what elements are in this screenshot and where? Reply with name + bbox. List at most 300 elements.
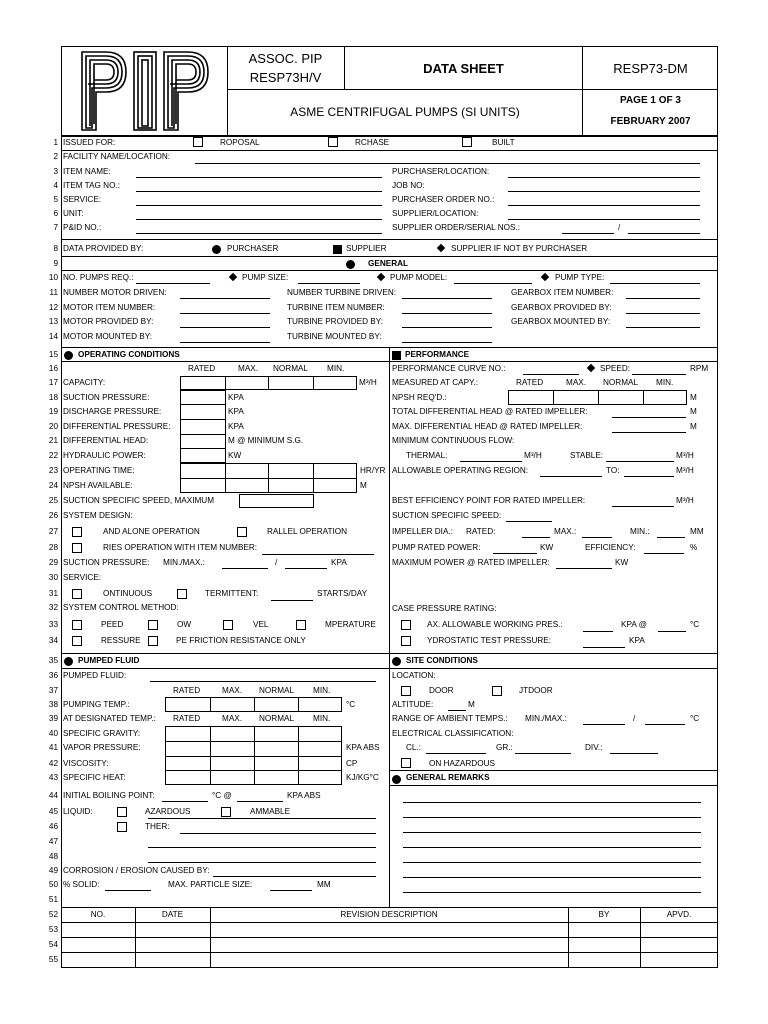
allowable-unit: M³/H	[676, 466, 694, 475]
fluid-note-line-3[interactable]	[148, 862, 376, 863]
remarks-line[interactable]	[403, 832, 701, 833]
boiling-kpa-abs: KPA ABS	[287, 791, 321, 800]
designated-min-header: MIN.	[313, 714, 331, 723]
pressure-control-label: RESSURE	[101, 636, 141, 645]
remarks-line[interactable]	[403, 892, 701, 893]
pump-type-label: PUMP TYPE:	[555, 273, 605, 282]
continuous-checkbox[interactable]	[72, 589, 82, 599]
pid-field[interactable]	[136, 233, 382, 234]
supplier-square-icon	[333, 245, 342, 254]
pump-size-label: PUMP SIZE:	[242, 273, 289, 282]
service-field[interactable]	[136, 205, 382, 206]
row-number: 51	[48, 895, 58, 904]
fluid-note-line-2[interactable]	[148, 847, 376, 848]
pipe-friction-checkbox[interactable]	[148, 636, 158, 646]
rev-description-header: REVISION DESCRIPTION	[340, 910, 438, 919]
corrosion-label: CORROSION / EROSION CAUSED BY:	[63, 866, 210, 875]
impeller-min-field[interactable]	[657, 537, 685, 538]
npsh-req-label: NPSH REQ'D.:	[392, 393, 447, 402]
allowable-to-field[interactable]	[624, 476, 674, 477]
solid-label: % SOLID:	[63, 880, 100, 889]
fluid-max-header: MAX.	[222, 686, 243, 695]
pump-type-field[interactable]	[610, 283, 700, 284]
altitude-field[interactable]	[448, 710, 466, 711]
system-design-label: SYSTEM DESIGN:	[63, 511, 133, 520]
operating-dot-icon	[64, 351, 73, 360]
pressure-control-checkbox[interactable]	[72, 636, 82, 646]
hazardous-checkbox[interactable]	[117, 807, 127, 817]
series-checkbox[interactable]	[72, 543, 82, 553]
motor-mounted-label: MOTOR MOUNTED BY:	[63, 332, 153, 341]
row-number: 30	[48, 573, 58, 582]
motor-driven-field[interactable]	[180, 298, 270, 299]
perf-speed-field[interactable]	[632, 374, 686, 375]
facility-field[interactable]	[195, 163, 700, 164]
bep-label: BEST EFFICIENCY POINT FOR RATED IMPELLER:	[392, 496, 586, 505]
remarks-line[interactable]	[403, 877, 701, 878]
supplier-location-field[interactable]	[508, 219, 700, 220]
rated-power-label: PUMP RATED POWER:	[392, 543, 481, 552]
impeller-rated-label: RATED:	[466, 527, 496, 536]
motor-item-field[interactable]	[180, 313, 270, 314]
supplier-serial-label: SUPPLIER ORDER/SERIAL NOS.:	[392, 223, 521, 232]
stable-label: STABLE:	[570, 451, 604, 460]
mawp-degc: °C	[690, 620, 700, 629]
min-cont-flow-label: MINIMUM CONTINUOUS FLOW:	[392, 436, 515, 445]
npsh-available-label: NPSH AVAILABLE:	[63, 481, 133, 490]
remarks-line[interactable]	[403, 862, 701, 863]
no-pumps-field[interactable]	[136, 283, 210, 284]
location-label: LOCATION:	[392, 671, 436, 680]
mawp-field[interactable]	[583, 631, 613, 632]
turbine-driven-label: NUMBER TURBINE DRIVEN:	[287, 288, 397, 297]
viscosity-unit: CP	[346, 759, 358, 768]
allowable-from-field[interactable]	[540, 476, 602, 477]
parallel-checkbox[interactable]	[237, 527, 247, 537]
perf-max-header: MAX.	[566, 378, 587, 387]
issued-for-label: ISSUED FOR:	[63, 138, 116, 147]
purchaser-location-label: PURCHASER/LOCATION:	[392, 167, 490, 176]
revision-row-55[interactable]	[61, 952, 718, 968]
rated-power-field[interactable]	[493, 553, 537, 554]
job-no-field[interactable]	[508, 191, 700, 192]
item-name-field[interactable]	[136, 177, 382, 178]
hydraulic-kw: KW	[228, 451, 242, 460]
turbine-item-field[interactable]	[402, 313, 492, 314]
diff-head-label: DIFFERENTIAL HEAD:	[63, 436, 149, 445]
perf-suction-specific-label: SUCTION SPECIFIC SPEED:	[392, 511, 502, 520]
total-diff-head-field[interactable]	[612, 417, 686, 418]
at-designated-label: AT DESIGNATED TEMP.:	[63, 714, 156, 723]
impeller-dia-label: IMPELLER DIA.:	[392, 527, 453, 536]
row-number: 46	[48, 822, 58, 831]
assoc-line2: RESP73H/V	[249, 70, 322, 85]
job-no-label: JOB NO:	[392, 181, 425, 190]
parallel-label: RALLEL OPERATION	[267, 527, 348, 536]
built-label: BUILT	[492, 138, 515, 147]
flammable-label: AMMABLE	[250, 807, 291, 816]
perf-min-header: MIN.	[656, 378, 674, 387]
bep-unit: M³/H	[676, 496, 694, 505]
max-diff-head-label: MAX. DIFFERENTIAL HEAD @ RATED IMPELLER:	[392, 422, 583, 431]
ambient-slash: /	[633, 714, 636, 723]
fluid-rated-header: RATED	[173, 686, 201, 695]
row-number: 33	[48, 620, 58, 629]
total-diff-head-unit: M	[690, 407, 697, 416]
row-number: 36	[48, 671, 58, 680]
pip-logo	[78, 48, 218, 132]
row-number: 42	[48, 759, 58, 768]
motor-provided-label: MOTOR PROVIDED BY:	[63, 317, 154, 326]
other-label: THER:	[145, 822, 170, 831]
ambient-max-field[interactable]	[645, 724, 685, 725]
hydrostatic-label: YDROSTATIC TEST PRESSURE:	[427, 636, 552, 645]
stable-field[interactable]	[606, 461, 674, 462]
row-number: 40	[48, 729, 58, 738]
max-power-field[interactable]	[556, 568, 612, 569]
revision-row-54[interactable]	[61, 937, 718, 953]
fluid-normal-header: NORMAL	[259, 686, 295, 695]
corrosion-field[interactable]	[213, 876, 376, 877]
gearbox-mounted-field[interactable]	[626, 327, 700, 328]
intermittent-checkbox[interactable]	[177, 589, 187, 599]
motor-mounted-field[interactable]	[180, 342, 270, 343]
row-number: 6	[53, 209, 58, 218]
flammable-checkbox[interactable]	[221, 807, 231, 817]
legend-supplier: SUPPLIER	[346, 244, 387, 253]
other-field[interactable]	[180, 833, 376, 834]
suction-kpa: KPA	[228, 393, 244, 402]
temperature-control-label: MPERATURE	[325, 620, 376, 629]
operating-time-label: OPERATING TIME:	[63, 466, 135, 475]
boiling-pressure-field[interactable]	[237, 801, 283, 802]
row-number: 48	[48, 852, 58, 861]
flow-control-checkbox[interactable]	[148, 620, 158, 630]
mawp-temp-field[interactable]	[658, 631, 686, 632]
gearbox-item-field[interactable]	[626, 298, 700, 299]
pumping-temp-label: PUMPING TEMP.:	[63, 700, 130, 709]
level-control-checkbox[interactable]	[223, 620, 233, 630]
row-number: 41	[48, 743, 58, 752]
row-number: 50	[48, 880, 58, 889]
row-number: 9	[53, 259, 58, 268]
pid-label: P&ID NO.:	[63, 223, 102, 232]
solid-field[interactable]	[105, 890, 151, 891]
impeller-max-label: MAX.:	[554, 527, 577, 536]
impeller-max-field[interactable]	[582, 537, 612, 538]
pumped-fluid-field[interactable]	[150, 681, 376, 682]
suction-pressure-label: SUCTION PRESSURE:	[63, 393, 150, 402]
rated-power-kw: KW	[540, 543, 554, 552]
curve-no-field[interactable]	[523, 374, 579, 375]
flow-control-label: OW	[177, 620, 192, 629]
suction-min-field[interactable]	[222, 568, 268, 569]
specific-heat-unit: KJ/KG°C	[346, 773, 379, 782]
rev-date-header: DATE	[161, 910, 184, 919]
pumped-fluid-label: PUMPED FLUID:	[63, 671, 127, 680]
efficiency-field[interactable]	[644, 553, 684, 554]
row-number: 22	[48, 451, 58, 460]
perf-normal-header: NORMAL	[603, 378, 639, 387]
discharge-kpa: KPA	[228, 407, 244, 416]
ambient-minmax: MIN./MAX.:	[525, 714, 567, 723]
general-heading: GENERAL	[368, 259, 409, 268]
impeller-min-label: MIN.:	[630, 527, 650, 536]
boiling-point-field[interactable]	[162, 801, 208, 802]
suction-minmax-kpa: KPA	[331, 558, 347, 567]
gearbox-provided-label: GEARBOX PROVIDED BY:	[511, 303, 612, 312]
liquid-label: LIQUID:	[63, 807, 93, 816]
speed-control-checkbox[interactable]	[72, 620, 82, 630]
rev-apvd-header: APVD.	[666, 910, 692, 919]
altitude-label: ALTITUDE:	[392, 700, 434, 709]
impeller-rated-field[interactable]	[522, 537, 550, 538]
standalone-checkbox[interactable]	[72, 527, 82, 537]
mawp-kpa-at: KPA @	[621, 620, 647, 629]
turbine-item-label: TURBINE ITEM NUMBER:	[287, 303, 385, 312]
motor-item-label: MOTOR ITEM NUMBER:	[63, 303, 156, 312]
capacity-label: CAPACITY:	[63, 378, 106, 387]
ambient-label: RANGE OF AMBIENT TEMPS.:	[392, 714, 508, 723]
row-number: 20	[48, 422, 58, 431]
perf-rated-header: RATED	[516, 378, 544, 387]
gearbox-provided-field[interactable]	[626, 313, 700, 314]
row-number: 25	[48, 496, 58, 505]
case-pressure-label: CASE PRESSURE RATING:	[392, 604, 497, 613]
motor-provided-field[interactable]	[180, 327, 270, 328]
series-item-field[interactable]	[262, 554, 374, 555]
row-number: 47	[48, 837, 58, 846]
non-hazardous-checkbox[interactable]	[401, 758, 411, 768]
turbine-provided-field[interactable]	[402, 327, 492, 328]
row-number: 10	[48, 273, 58, 282]
row-number: 2	[53, 152, 58, 161]
purchaser-order-label: PURCHASER ORDER NO.:	[392, 195, 495, 204]
row-number: 45	[48, 807, 58, 816]
max-diff-head-unit: M	[690, 422, 697, 431]
row-number: 35	[48, 656, 58, 665]
boiling-point-label: INITIAL BOILING POINT:	[63, 791, 155, 800]
row-number: 26	[48, 511, 58, 520]
gr-field[interactable]	[515, 753, 571, 754]
perf-suction-specific-field[interactable]	[506, 521, 552, 522]
suction-specific-cell[interactable]	[239, 494, 314, 508]
rev-no-header: NO.	[90, 910, 106, 919]
row-number: 16	[48, 364, 58, 373]
diff-kpa: KPA	[228, 422, 244, 431]
proposal-label: ROPOSAL	[220, 138, 260, 147]
non-hazardous-label: ON HAZARDOUS	[429, 759, 495, 768]
thermal-field[interactable]	[460, 461, 522, 462]
allowable-region-label: ALLOWABLE OPERATING REGION:	[392, 466, 529, 475]
starts-day-label: STARTS/DAY	[317, 589, 368, 598]
row-number: 15	[48, 350, 58, 359]
doc-id: RESP73-DM	[613, 61, 688, 76]
temperature-control-checkbox[interactable]	[296, 620, 306, 630]
remarks-line[interactable]	[403, 817, 701, 818]
boiling-point-unit: °C @	[212, 791, 232, 800]
other-checkbox[interactable]	[117, 822, 127, 832]
pumped-fluid-dot-icon	[64, 657, 73, 666]
row-number: 1	[53, 138, 58, 147]
facility-label: FACILITY NAME/LOCATION:	[63, 152, 171, 161]
supplier-serial-field-2[interactable]	[628, 233, 700, 234]
div-label: DIV.:	[585, 743, 603, 752]
row-number: 4	[53, 181, 58, 190]
indoor-checkbox[interactable]	[401, 686, 411, 696]
gearbox-item-label: GEARBOX ITEM NUMBER:	[511, 288, 614, 297]
pumping-temp-unit: °C	[346, 700, 356, 709]
particle-mm: MM	[317, 880, 331, 889]
row-number: 27	[48, 527, 58, 536]
max-power-label: MAXIMUM POWER @ RATED IMPELLER:	[392, 558, 550, 567]
no-pumps-label: NO. PUMPS REQ.:	[63, 273, 134, 282]
turbine-mounted-field[interactable]	[402, 342, 492, 343]
item-tag-field[interactable]	[136, 191, 382, 192]
gearbox-mounted-label: GEARBOX MOUNTED BY:	[511, 317, 611, 326]
ambient-min-field[interactable]	[583, 724, 625, 725]
diff-head-unit: M @ MINIMUM S.G.	[228, 436, 304, 445]
row-number: 31	[48, 589, 58, 598]
supplier-serial-field-1[interactable]	[562, 233, 614, 234]
pressure-cells[interactable]	[180, 390, 226, 463]
outdoor-checkbox[interactable]	[492, 686, 502, 696]
turbine-mounted-label: TURBINE MOUNTED BY:	[287, 332, 382, 341]
ambient-degc: °C	[690, 714, 700, 723]
cl-label: CL.:	[406, 743, 422, 752]
control-method-label: SYSTEM CONTROL METHOD:	[63, 603, 179, 612]
vapor-pressure-unit: KPA ABS	[346, 743, 380, 752]
operating-time-unit: HR/YR	[360, 466, 386, 475]
item-name-label: ITEM NAME:	[63, 167, 111, 176]
as-built-checkbox[interactable]	[462, 137, 472, 147]
max-diff-head-field[interactable]	[612, 432, 686, 433]
outdoor-label: JTDOOR	[519, 686, 553, 695]
row-number: 38	[48, 700, 58, 709]
div-field[interactable]	[610, 753, 658, 754]
service-type-label: SERVICE:	[63, 573, 102, 582]
op-max-header: MAX.	[238, 364, 259, 373]
series-label: RIES OPERATION WITH ITEM NUMBER:	[103, 543, 258, 552]
efficiency-label: EFFICIENCY:	[585, 543, 636, 552]
pumped-fluid-heading: PUMPED FLUID	[78, 656, 140, 665]
pipe-friction-label: PE FRICTION RESISTANCE ONLY	[176, 636, 306, 645]
remarks-heading: GENERAL REMARKS	[406, 773, 490, 782]
diff-pressure-label: DIFFERENTIAL PRESSURE:	[63, 422, 171, 431]
designated-normal-header: NORMAL	[259, 714, 295, 723]
supplier-location-label: SUPPLIER/LOCATION:	[392, 209, 479, 218]
intermittent-label: TERMITTENT:	[205, 589, 259, 598]
particle-field[interactable]	[270, 890, 312, 891]
row-number: 32	[48, 603, 58, 612]
row-number: 14	[48, 332, 58, 341]
assoc-line1: ASSOC. PIP	[248, 51, 323, 66]
op-min-header: MIN.	[327, 364, 345, 373]
thermal-label: THERMAL:	[406, 451, 448, 460]
operating-heading: OPERATING CONDITIONS	[78, 350, 180, 359]
cl-field[interactable]	[426, 753, 486, 754]
serial-slash: /	[618, 223, 621, 232]
row-number: 8	[53, 244, 58, 253]
row-number: 34	[48, 636, 58, 645]
performance-heading: PERFORMANCE	[405, 350, 470, 359]
starts-per-day-field[interactable]	[271, 600, 313, 601]
data-provided-label: DATA PROVIDED BY:	[63, 244, 144, 253]
level-control-label: VEL	[253, 620, 269, 629]
pump-size-field[interactable]	[298, 283, 360, 284]
hydrostatic-field[interactable]	[583, 647, 625, 648]
suction-max-field[interactable]	[285, 568, 327, 569]
row-number: 19	[48, 407, 58, 416]
total-diff-head-label: TOTAL DIFFERENTIAL HEAD @ RATED IMPELLER:	[392, 407, 588, 416]
rev-by-header: BY	[598, 910, 610, 919]
purchaser-location-field[interactable]	[508, 177, 700, 178]
fluid-note-line-1[interactable]	[148, 818, 376, 819]
npsh-available-unit: M	[360, 481, 367, 490]
remarks-dot-icon	[392, 775, 401, 784]
row-number: 11	[49, 288, 58, 297]
row-number: 24	[48, 481, 58, 490]
purchase-checkbox[interactable]	[328, 137, 338, 147]
row-number: 54	[48, 940, 58, 949]
hydraulic-power-label: HYDRAULIC POWER:	[63, 451, 146, 460]
suction-specific-label: SUCTION SPECIFIC SPEED, MAXIMUM	[63, 496, 215, 505]
vapor-pressure-label: VAPOR PRESSURE:	[63, 743, 141, 752]
doc-date: FEBRUARY 2007	[610, 116, 691, 127]
suction-minmax-slash: /	[275, 558, 278, 567]
turbine-provided-label: TURBINE PROVIDED BY:	[287, 317, 383, 326]
row-number: 21	[48, 436, 58, 445]
bep-field[interactable]	[612, 506, 674, 507]
pump-model-field[interactable]	[454, 283, 532, 284]
hydrostatic-checkbox[interactable]	[401, 636, 411, 646]
viscosity-label: VISCOSITY:	[63, 759, 109, 768]
row-number: 12	[48, 303, 58, 312]
thermal-unit: M³/H	[524, 451, 542, 460]
remarks-line[interactable]	[403, 802, 701, 803]
continuous-label: ONTINUOUS	[103, 589, 153, 598]
efficiency-percent: %	[690, 543, 698, 552]
row-number: 17	[48, 378, 58, 387]
purchase-label: RCHASE	[355, 138, 390, 147]
site-dot-icon	[392, 657, 401, 666]
row-number: 49	[48, 866, 58, 875]
remarks-line[interactable]	[403, 847, 701, 848]
page-number: PAGE 1 OF 3	[620, 95, 681, 106]
item-tag-label: ITEM TAG NO.:	[63, 181, 121, 190]
perf-rpm: RPM	[690, 364, 709, 373]
mawp-checkbox[interactable]	[401, 620, 411, 630]
row-number: 3	[53, 167, 58, 176]
max-power-kw: KW	[615, 558, 629, 567]
row-number: 55	[48, 955, 58, 964]
row-number: 18	[48, 393, 58, 402]
specific-gravity-label: SPECIFIC GRAVITY:	[63, 729, 141, 738]
row-number: 53	[48, 925, 58, 934]
row-number: 5	[53, 195, 58, 204]
unit-field[interactable]	[136, 219, 382, 220]
op-rated-header: RATED	[188, 364, 216, 373]
revision-row-53[interactable]	[61, 922, 718, 938]
general-dot-icon	[346, 260, 355, 269]
suction-minmax-label: SUCTION PRESSURE:	[63, 558, 150, 567]
proposal-checkbox[interactable]	[193, 137, 203, 147]
performance-square-icon	[392, 351, 401, 360]
purchaser-order-field[interactable]	[508, 205, 700, 206]
hydrostatic-kpa: KPA	[629, 636, 645, 645]
turbine-driven-field[interactable]	[402, 298, 492, 299]
electrical-label: ELECTRICAL CLASSIFICATION:	[392, 729, 514, 738]
